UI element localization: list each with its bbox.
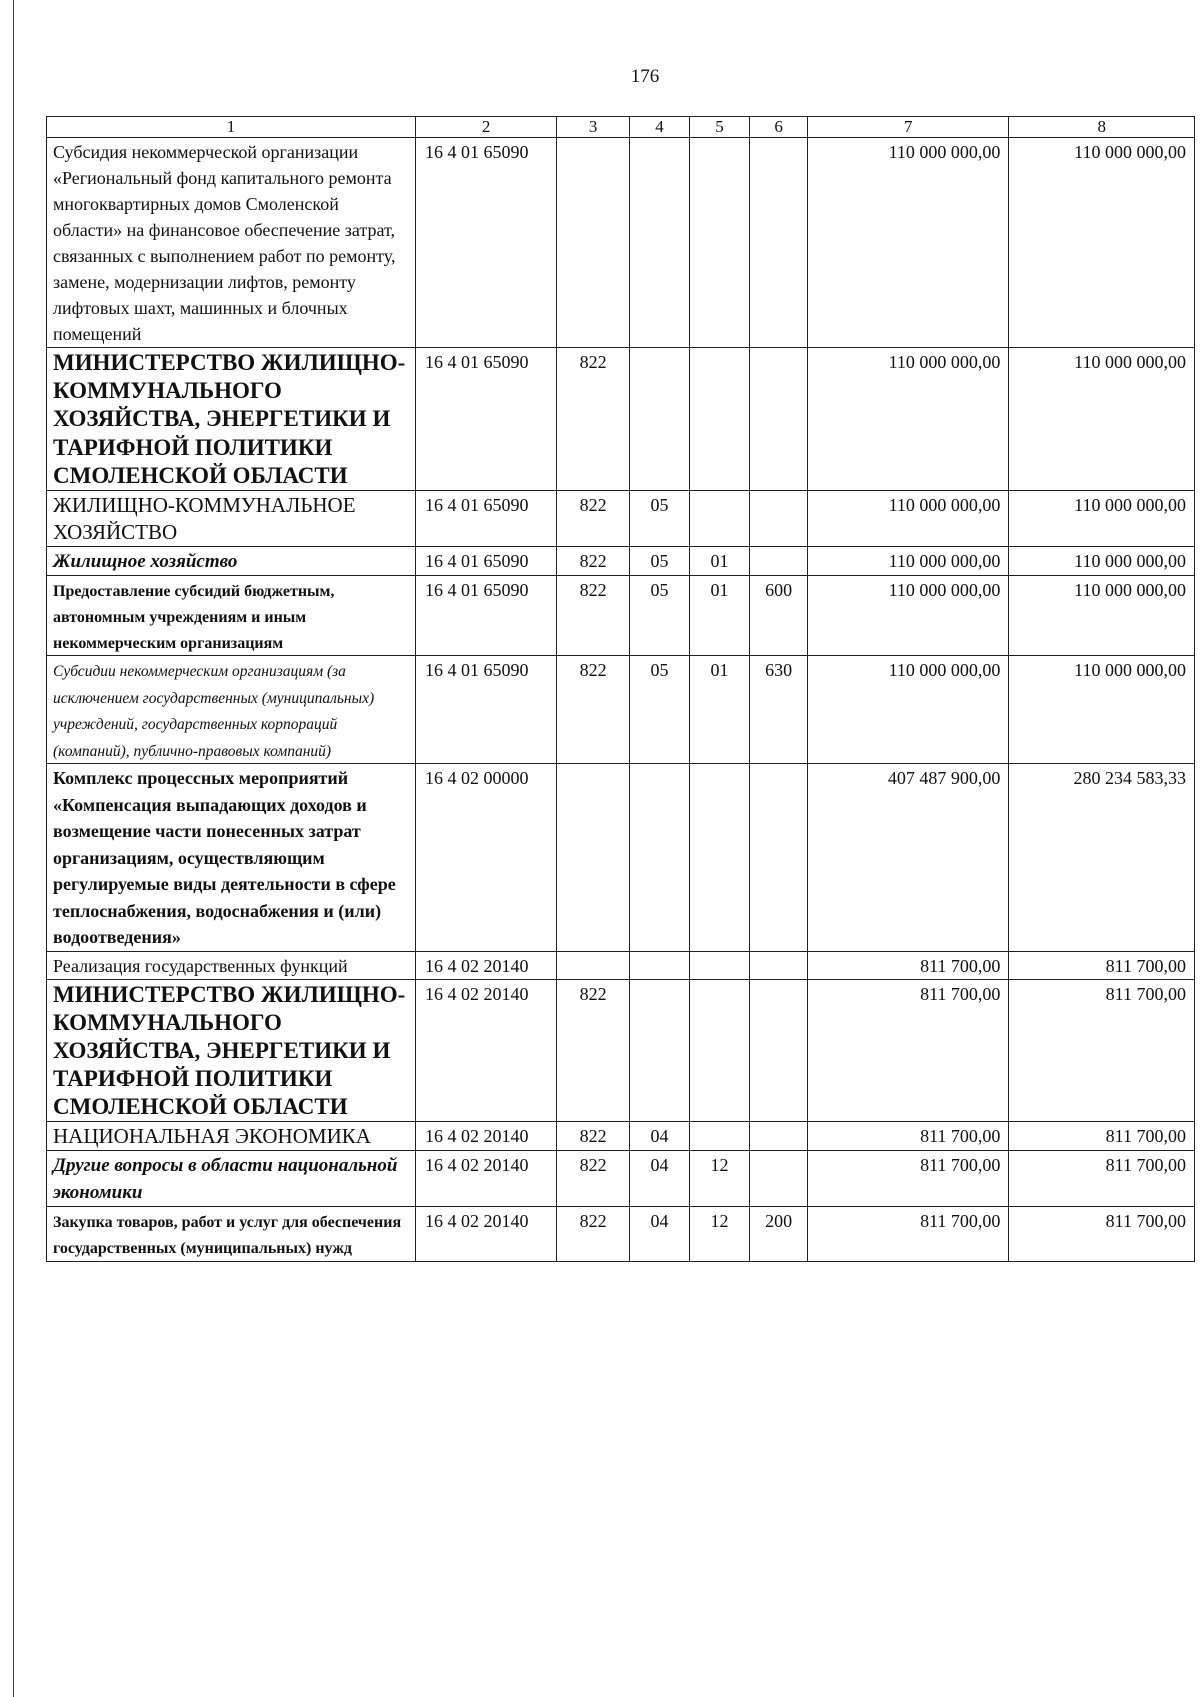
amount-year1-cell: 811 700,00	[808, 1151, 1009, 1207]
target-article-cell: 16 4 01 65090	[415, 546, 556, 575]
amount-year2-cell: 811 700,00	[1009, 951, 1195, 979]
amount-year2-cell: 811 700,00	[1009, 1207, 1195, 1261]
expense-type-cell	[750, 348, 808, 490]
subsection-code-cell	[690, 490, 750, 546]
amount-year2-cell: 110 000 000,00	[1009, 656, 1195, 764]
name-cell	[47, 1122, 416, 1151]
row-title: НАЦИОНАЛЬНАЯ ЭКОНОМИКА	[53, 1124, 371, 1149]
row-title: МИНИСТЕРСТВО ЖИЛИЩНО-КОММУНАЛЬНОГО ХОЗЯЙСТВА, ЭНЕРГЕТИКИ И ТАРИФНОЙ ПОЛИТИКИ СМОЛЕНСКОЙ ОБЛАСТИ	[53, 981, 406, 1120]
table-row	[47, 137, 1195, 348]
row-title: Комплекс процессных мероприятий «Компенсация выпадающих доходов и возмещение части понесенных затрат организациям, осуществляющим регулируемые виды деятельности в сфере теплоснабжения, водоснабжения и (или) водоотведения»	[53, 768, 396, 948]
grbs-cell: 822	[557, 979, 630, 1121]
amount-year2-cell: 110 000 000,00	[1009, 490, 1195, 546]
amount-year1-cell: 811 700,00	[808, 979, 1009, 1121]
subsection-code-cell	[690, 137, 750, 348]
subsection-code-cell: 01	[690, 656, 750, 764]
subsection-code-cell: 01	[690, 546, 750, 575]
grbs-cell: 822	[557, 1207, 630, 1261]
amount-year1-cell: 110 000 000,00	[808, 137, 1009, 348]
section-code-cell: 05	[629, 656, 689, 764]
grbs-cell: 822	[557, 348, 630, 490]
section-code-cell: 05	[629, 490, 689, 546]
subsection-code-cell	[690, 348, 750, 490]
amount-year1-cell: 110 000 000,00	[808, 348, 1009, 490]
expense-type-cell	[750, 546, 808, 575]
row-title: Закупка товаров, работ и услуг для обеспечения государственных (муниципальных) нужд	[53, 1214, 402, 1258]
amount-year2-cell: 110 000 000,00	[1009, 575, 1195, 655]
name-cell	[47, 1207, 416, 1261]
header-cell: 8	[1009, 117, 1195, 138]
page-edge-line	[13, 0, 14, 1697]
header-cell: 3	[557, 117, 630, 138]
table-row	[47, 1207, 1195, 1261]
expense-type-cell: 600	[750, 575, 808, 655]
grbs-cell	[557, 137, 630, 348]
amount-year2-cell: 110 000 000,00	[1009, 546, 1195, 575]
target-article-cell: 16 4 02 20140	[415, 1207, 556, 1261]
name-cell	[47, 951, 416, 979]
name-cell	[47, 979, 416, 1121]
page-number: 176	[630, 66, 660, 87]
amount-year1-cell: 407 487 900,00	[808, 764, 1009, 952]
name-cell	[47, 348, 416, 490]
table-row	[47, 951, 1195, 979]
target-article-cell: 16 4 02 20140	[415, 1122, 556, 1151]
grbs-cell: 822	[557, 490, 630, 546]
table-row	[47, 1122, 1195, 1151]
name-cell	[47, 575, 416, 655]
grbs-cell: 822	[557, 656, 630, 764]
row-title: Жилищное хозяйство	[53, 550, 238, 572]
row-title: Субсидия некоммерческой организации «Региональный фонд капитального ремонта многоквартирных домов Смоленской области» на финансовое обеспечение затрат, связанных с выполнением работ по ремонту, замене, модернизации лифтов, ремонту лифтовых шахт, машинных и блочных помещений	[53, 141, 396, 345]
amount-year2-cell: 811 700,00	[1009, 1122, 1195, 1151]
target-article-cell: 16 4 01 65090	[415, 656, 556, 764]
target-article-cell: 16 4 02 20140	[415, 979, 556, 1121]
section-code-cell: 04	[629, 1207, 689, 1261]
table-row	[47, 348, 1195, 490]
amount-year2-cell: 280 234 583,33	[1009, 764, 1195, 952]
subsection-code-cell: 12	[690, 1207, 750, 1261]
expense-type-cell	[750, 979, 808, 1121]
section-code-cell	[629, 979, 689, 1121]
header-row	[47, 117, 1195, 138]
amount-year1-cell: 110 000 000,00	[808, 490, 1009, 546]
target-article-cell: 16 4 01 65090	[415, 490, 556, 546]
target-article-cell: 16 4 02 20140	[415, 951, 556, 979]
header-cell: 2	[415, 117, 556, 138]
row-title: Другие вопросы в области национальной экономики	[53, 1155, 398, 1204]
name-cell	[47, 656, 416, 764]
section-code-cell	[629, 137, 689, 348]
table-body	[47, 117, 1195, 1262]
subsection-code-cell	[690, 979, 750, 1121]
expense-type-cell	[750, 1151, 808, 1207]
grbs-cell: 822	[557, 1122, 630, 1151]
grbs-cell: 822	[557, 1151, 630, 1207]
name-cell	[47, 546, 416, 575]
row-title: Реализация государственных функций	[53, 955, 348, 976]
table-row	[47, 1151, 1195, 1207]
section-code-cell: 04	[629, 1151, 689, 1207]
section-code-cell: 04	[629, 1122, 689, 1151]
table-row	[47, 575, 1195, 655]
header-cell: 1	[47, 117, 416, 138]
section-code-cell	[629, 348, 689, 490]
amount-year1-cell: 811 700,00	[808, 951, 1009, 979]
amount-year2-cell: 811 700,00	[1009, 979, 1195, 1121]
amount-year1-cell: 811 700,00	[808, 1207, 1009, 1261]
expense-type-cell	[750, 490, 808, 546]
section-code-cell: 05	[629, 575, 689, 655]
amount-year2-cell: 110 000 000,00	[1009, 137, 1195, 348]
amount-year2-cell: 811 700,00	[1009, 1151, 1195, 1207]
amount-year2-cell: 110 000 000,00	[1009, 348, 1195, 490]
expense-type-cell	[750, 764, 808, 952]
grbs-cell: 822	[557, 546, 630, 575]
header-cell: 4	[629, 117, 689, 138]
name-cell	[47, 1151, 416, 1207]
amount-year1-cell: 110 000 000,00	[808, 575, 1009, 655]
target-article-cell: 16 4 02 20140	[415, 1151, 556, 1207]
header-cell: 5	[690, 117, 750, 138]
table-row	[47, 656, 1195, 764]
subsection-code-cell: 01	[690, 575, 750, 655]
header-cell: 6	[750, 117, 808, 138]
target-article-cell: 16 4 01 65090	[415, 575, 556, 655]
grbs-cell	[557, 951, 630, 979]
section-code-cell	[629, 951, 689, 979]
name-cell	[47, 764, 416, 952]
row-title: Предоставление субсидий бюджетным, автономным учреждениям и иным некоммерческим организациям	[53, 582, 335, 653]
name-cell	[47, 137, 416, 348]
target-article-cell: 16 4 01 65090	[415, 348, 556, 490]
header-cell: 7	[808, 117, 1009, 138]
row-title: МИНИСТЕРСТВО ЖИЛИЩНО-КОММУНАЛЬНОГО ХОЗЯЙСТВА, ЭНЕРГЕТИКИ И ТАРИФНОЙ ПОЛИТИКИ СМОЛЕНСКОЙ ОБЛАСТИ	[53, 350, 406, 488]
target-article-cell: 16 4 02 00000	[415, 764, 556, 952]
expense-type-cell: 630	[750, 656, 808, 764]
subsection-code-cell	[690, 764, 750, 952]
subsection-code-cell	[690, 1122, 750, 1151]
expense-type-cell: 200	[750, 1207, 808, 1261]
target-article-cell: 16 4 01 65090	[415, 137, 556, 348]
grbs-cell	[557, 764, 630, 952]
expense-type-cell	[750, 951, 808, 979]
expense-type-cell	[750, 137, 808, 348]
table-row	[47, 546, 1195, 575]
row-title: ЖИЛИЩНО-КОММУНАЛЬНОЕ ХОЗЯЙСТВО	[53, 492, 356, 544]
budget-table	[46, 116, 1195, 1262]
table-row	[47, 764, 1195, 952]
amount-year1-cell: 110 000 000,00	[808, 656, 1009, 764]
table-row	[47, 490, 1195, 546]
amount-year1-cell: 110 000 000,00	[808, 546, 1009, 575]
subsection-code-cell: 12	[690, 1151, 750, 1207]
amount-year1-cell: 811 700,00	[808, 1122, 1009, 1151]
section-code-cell	[629, 764, 689, 952]
table-row	[47, 979, 1195, 1121]
grbs-cell: 822	[557, 575, 630, 655]
name-cell	[47, 490, 416, 546]
row-title: Субсидии некоммерческим организациям (за исключением государственных (муниципальных) учреждений, государственных корпораций (компаний), публично-правовых компаний)	[53, 663, 375, 760]
subsection-code-cell	[690, 951, 750, 979]
expense-type-cell	[750, 1122, 808, 1151]
section-code-cell: 05	[629, 546, 689, 575]
